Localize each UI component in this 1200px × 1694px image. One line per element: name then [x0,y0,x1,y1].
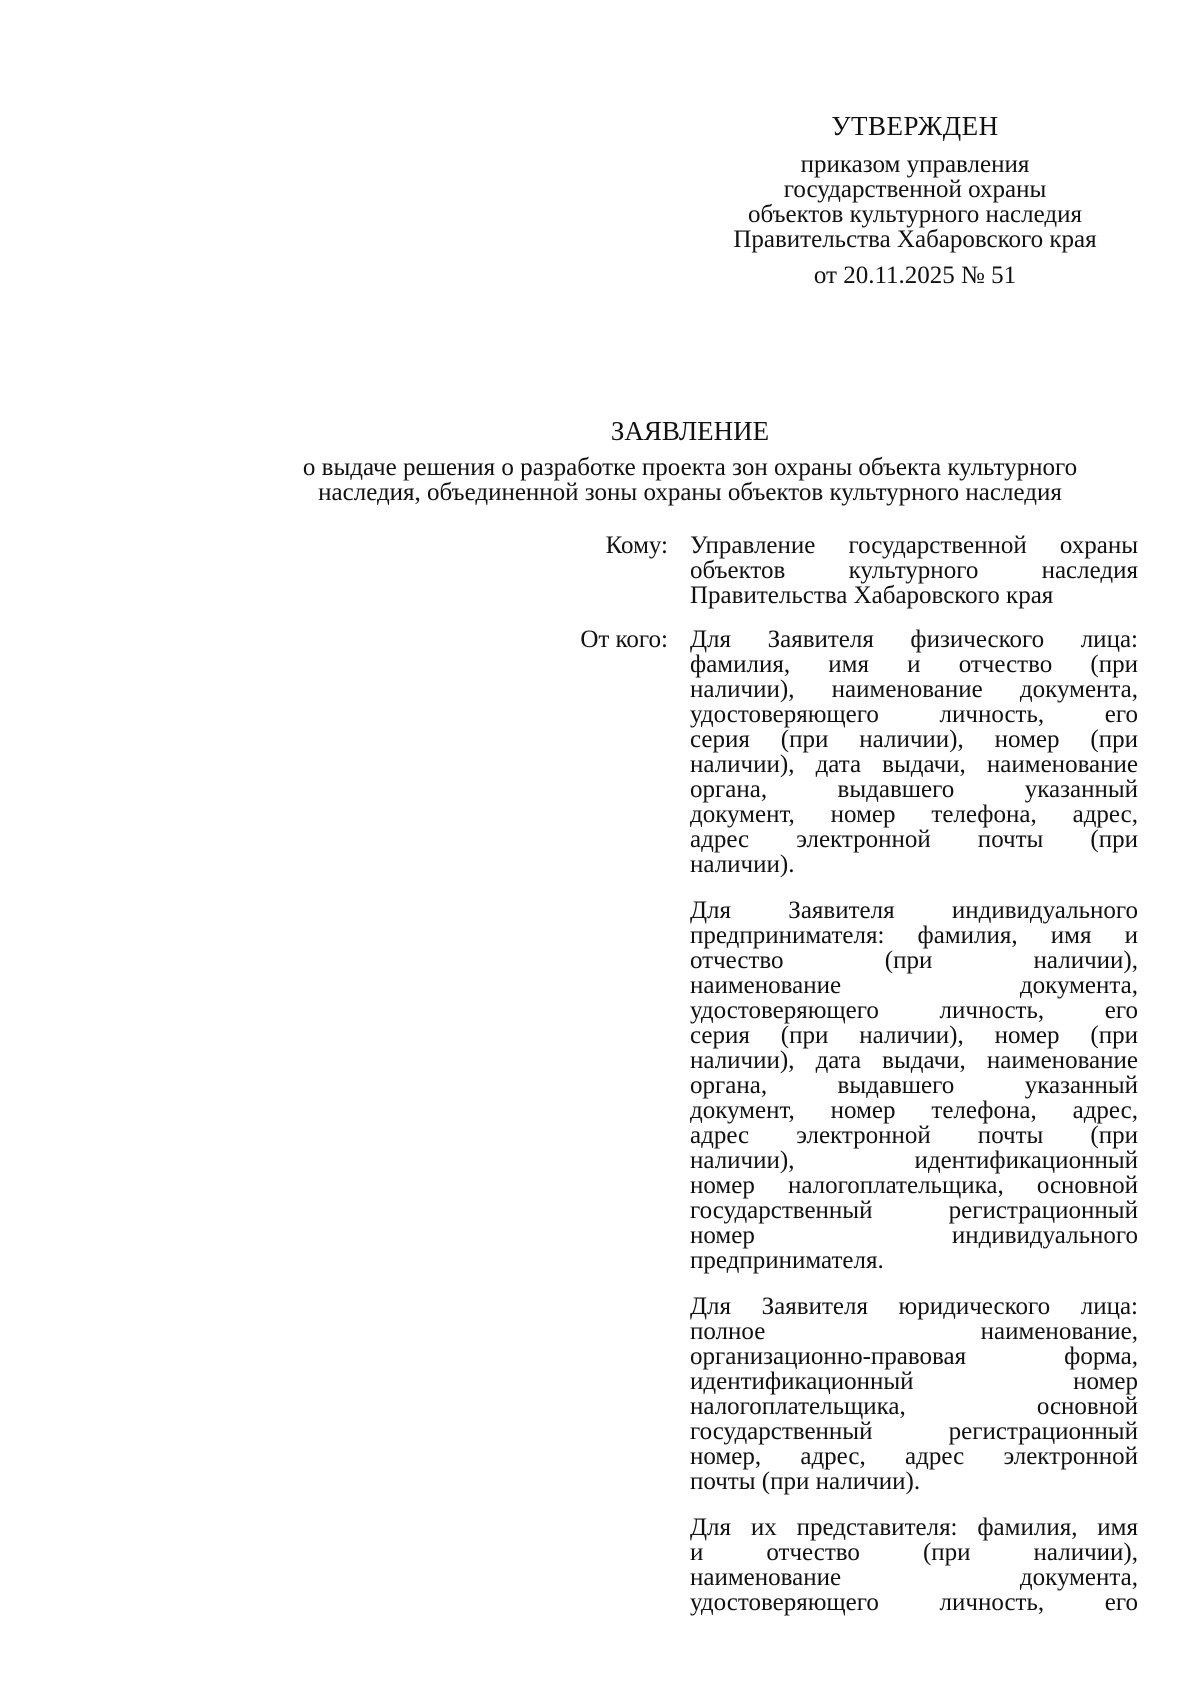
recipient-line: объектов культурного наследия [690,557,1138,584]
paragraph-line: государственный регистрационный [690,1197,1138,1224]
paragraph-line: наличии), дата выдачи, наименование [690,1047,1138,1074]
paragraph-line: наименование документа, [690,1564,1138,1591]
paragraph-line: Для Заявителя индивидуального [690,897,1138,924]
paragraph-line: предпринимателя. [690,1247,884,1274]
sender-paragraph-individual [690,627,1138,877]
paragraph-line: наличии). [690,851,795,878]
paragraph-line: документ, номер телефона, адрес, [690,1097,1138,1124]
application-subtitle-line: о выдаче решения о разработке проекта зон охраны объекта культурного [302,454,1078,481]
paragraph-line: Для их представителя: фамилия, имя [690,1514,1138,1541]
paragraph-line: организационно-правовая форма, [690,1343,1138,1370]
sender-field [540,627,1140,1636]
paragraph-line: Для Заявителя физического лица: [690,626,1138,653]
approval-line: Правительства Хабаровского края [733,226,1097,253]
sender-paragraph-entrepreneur [690,898,1138,1273]
paragraph-line: предпринимателя: фамилия, имя и [690,922,1138,949]
sender-paragraph-representative [690,1515,1138,1615]
recipient-line: Правительства Хабаровского края [690,582,1054,609]
paragraph-line: наличии), идентификационный [690,1147,1138,1174]
paragraph-line: полное наименование, [690,1318,1138,1345]
recipient-field [540,533,1140,608]
approval-line: объектов культурного наследия [748,201,1082,228]
paragraph-line: налогоплательщика, основной [690,1393,1138,1420]
paragraph-line: государственный регистрационный [690,1418,1138,1445]
recipient-value [690,533,1138,608]
application-title: ЗАЯВЛЕНИЕ [610,416,770,446]
sender-paragraph-legal-entity [690,1294,1138,1494]
paragraph-line: органа, выдавшего указанный [690,776,1138,803]
application-heading [200,415,1180,505]
paragraph-line: серия (при наличии), номер (при [690,1022,1138,1049]
approval-line: государственной охраны [783,176,1047,203]
sender-label: От кого: [580,626,668,653]
paragraph-line: почты (при наличии). [690,1468,921,1495]
paragraph-line: удостоверяющего личность, его [690,997,1138,1024]
paragraph-line: наименование документа, [690,972,1138,999]
paragraph-line: номер, адрес, адрес электронной [690,1443,1138,1470]
paragraph-line: документ, номер телефона, адрес, [690,801,1138,828]
paragraph-line: и отчество (при наличии), [690,1539,1138,1566]
paragraph-line: фамилия, имя и отчество (при [690,651,1138,678]
paragraph-line: удостоверяющего личность, его [690,1589,1138,1616]
application-subtitle-line: наследия, объединенной зоны охраны объектов культурного наследия [318,479,1062,506]
approval-stamp [700,110,1130,290]
approval-title: УТВЕРЖДЕН [831,111,999,141]
paragraph-line: органа, выдавшего указанный [690,1072,1138,1099]
paragraph-line: удостоверяющего личность, его [690,701,1138,728]
sender-value [690,627,1138,1636]
paragraph-line: наличии), наименование документа, [690,676,1138,703]
paragraph-line: наличии), дата выдачи, наименование [690,751,1138,778]
approval-date: от 20.11.2025 № 51 [813,262,1017,289]
paragraph-line: Для Заявителя юридического лица: [690,1293,1138,1320]
paragraph-line: номер индивидуального [690,1222,1138,1249]
paragraph-line: адрес электронной почты (при [690,1122,1138,1149]
paragraph-line: идентификационный номер [690,1368,1138,1395]
recipient-line: Управление государственной охраны [690,532,1138,559]
paragraph-line: номер налогоплательщика, основной [690,1172,1138,1199]
approval-line: приказом управления [800,151,1030,178]
paragraph-line: адрес электронной почты (при [690,826,1138,853]
paragraph-line: серия (при наличии), номер (при [690,726,1138,753]
recipient-label: Кому: [605,532,668,559]
paragraph-line: отчество (при наличии), [690,947,1138,974]
